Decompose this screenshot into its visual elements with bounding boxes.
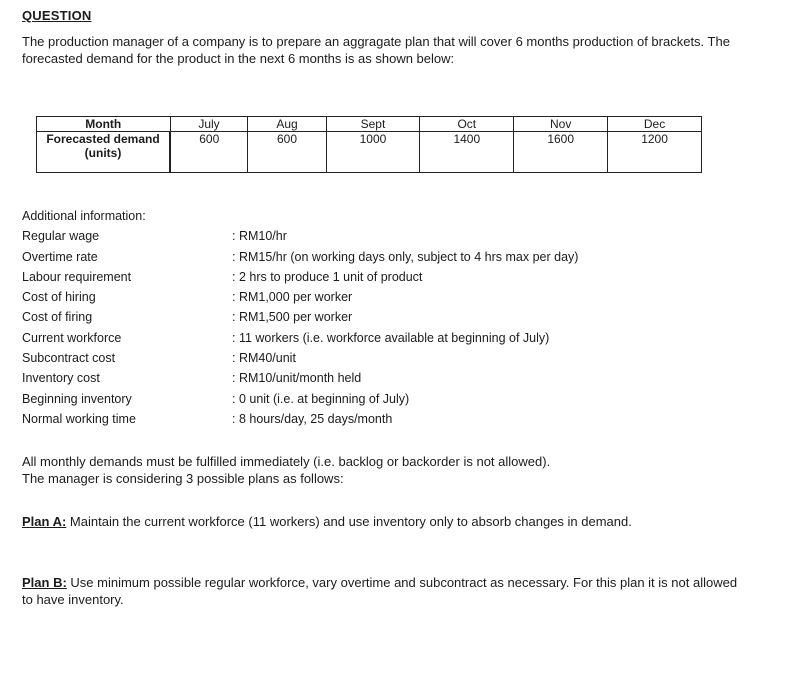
demand-cell: 1200 <box>608 132 702 173</box>
info-label: Subcontract cost <box>22 351 116 366</box>
plan-a-label: Plan A: <box>22 514 67 529</box>
additional-info-heading: Additional information: <box>22 209 146 223</box>
info-label: Regular wage <box>22 229 100 244</box>
info-value: : RM40/unit <box>232 351 296 366</box>
document-page <box>22 8 772 607</box>
plans-intro: The manager is considering 3 possible plans as follows: <box>22 471 344 486</box>
info-label: Labour requirement <box>22 269 132 284</box>
info-value: : RM15/hr (on working days only, subject to 4 hrs max per day) <box>232 249 579 264</box>
info-value: : 8 hours/day, 25 days/month <box>232 411 393 426</box>
plan-b-paragraph <box>22 574 742 608</box>
demand-cell: 600 <box>170 132 248 173</box>
demand-cell: 1600 <box>514 132 608 173</box>
plan-a-text: Maintain the current workforce (11 workers) and use inventory only to absorb changes in demand. <box>66 514 632 529</box>
month-cell: July <box>170 117 248 132</box>
info-value: : 2 hrs to produce 1 unit of product <box>232 269 423 284</box>
info-value: : 11 workers (i.e. workforce available at beginning of July) <box>232 330 550 345</box>
month-header: Month <box>37 117 171 132</box>
demand-cell: 1000 <box>326 132 420 173</box>
info-label: Current workforce <box>22 330 122 345</box>
demand-cell: 1400 <box>420 132 514 173</box>
month-cell: Oct <box>420 117 514 132</box>
info-label: Beginning inventory <box>22 391 132 406</box>
month-cell: Sept <box>326 117 420 132</box>
plan-b-label: Plan B: <box>22 575 67 590</box>
info-row <box>22 287 578 307</box>
info-row <box>22 348 578 368</box>
month-cell: Aug <box>248 117 326 132</box>
info-label: Cost of hiring <box>22 290 96 305</box>
info-label: Normal working time <box>22 411 136 426</box>
plan-b-text: Use minimum possible regular workforce, vary overtime and subcontract as necessary. For this plan it is not allowed to have inventory. <box>22 575 738 607</box>
demand-row <box>37 132 702 173</box>
demand-header: Forecasted demand (units) <box>37 132 171 173</box>
info-value: : RM1,000 per worker <box>232 290 353 305</box>
demand-table <box>36 116 702 173</box>
info-label: Inventory cost <box>22 371 100 386</box>
info-row <box>22 328 578 348</box>
info-value: : RM1,500 per worker <box>232 310 353 325</box>
info-row <box>22 267 578 287</box>
info-row <box>22 389 578 409</box>
info-row <box>22 226 578 246</box>
additional-info <box>22 206 578 429</box>
plan-a-paragraph <box>22 513 742 530</box>
info-row <box>22 247 578 267</box>
month-row <box>37 117 702 132</box>
demand-cell: 600 <box>248 132 326 173</box>
info-row <box>22 409 578 429</box>
demand-note: All monthly demands must be fulfilled immediately (i.e. backlog or backorder is not allowed). <box>22 454 551 469</box>
info-row <box>22 307 578 327</box>
intro-paragraph: The production manager of a company is to prepare an aggragate plan that will cover 6 months production of brackets. The forecasted demand for the product in the next 6 months is as shown below: <box>22 34 730 66</box>
question-heading: QUESTION <box>22 8 92 23</box>
additional-info-title <box>22 206 578 226</box>
info-value: : RM10/unit/month held <box>232 371 362 386</box>
info-value: : 0 unit (i.e. at beginning of July) <box>232 391 410 406</box>
constraints-section <box>22 453 742 487</box>
info-value: : RM10/hr <box>232 229 287 244</box>
month-cell: Nov <box>514 117 608 132</box>
info-label: Cost of firing <box>22 310 93 325</box>
info-row <box>22 368 578 388</box>
month-cell: Dec <box>608 117 702 132</box>
info-label: Overtime rate <box>22 249 98 264</box>
